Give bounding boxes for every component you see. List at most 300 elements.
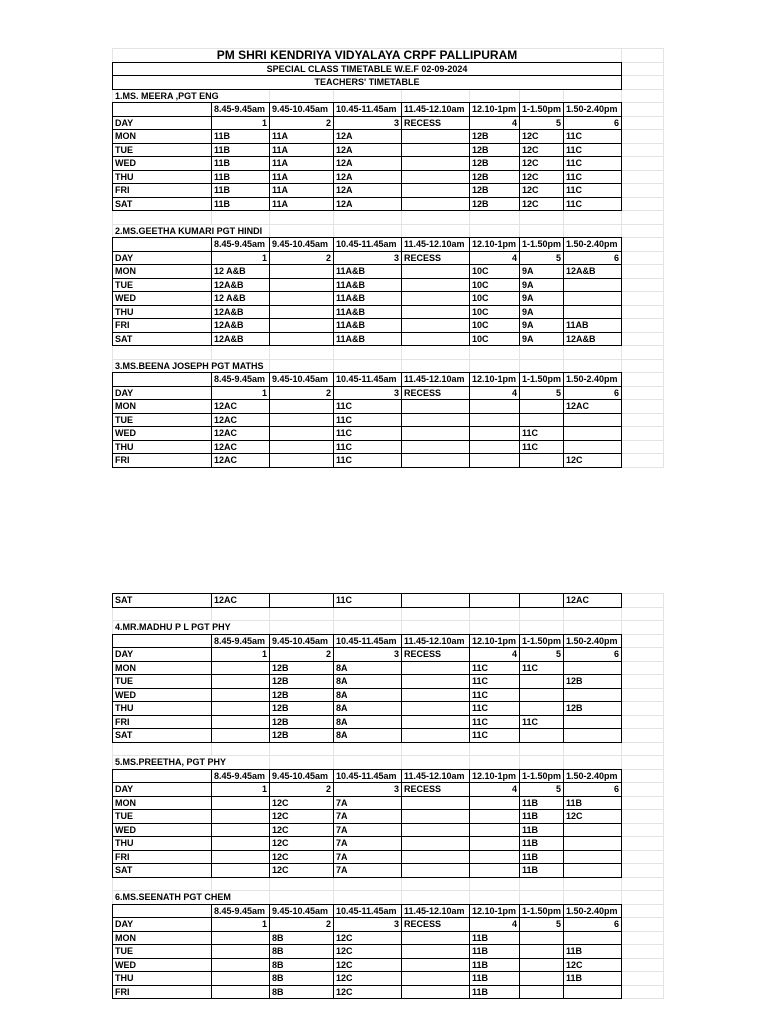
empty-cell: [113, 634, 212, 648]
empty-cell: [402, 850, 470, 864]
class-cell: 8A: [334, 702, 402, 716]
day-name: MON: [113, 265, 212, 279]
class-cell: 12C: [520, 157, 564, 171]
class-cell: 7A: [334, 796, 402, 810]
empty-cell: [622, 769, 664, 783]
period-number: 1: [212, 918, 270, 932]
time-slot-header: 12.10-1pm: [470, 373, 520, 387]
day-name: TUE: [113, 675, 212, 689]
empty-cell: [270, 413, 334, 427]
period-number: 6: [564, 783, 622, 797]
empty-cell: [520, 621, 564, 635]
day-name: SAT: [113, 197, 212, 211]
empty-cell: [270, 877, 334, 891]
empty-cell: [622, 427, 664, 441]
day-name: THU: [113, 972, 212, 986]
teacher-name: 1.MS. MEERA ,PGT ENG: [113, 89, 270, 103]
empty-cell: [520, 413, 564, 427]
empty-cell: [622, 891, 664, 905]
day-row: [113, 454, 664, 468]
class-cell: 12C: [270, 850, 334, 864]
day-name: MON: [113, 931, 212, 945]
class-cell: 11B: [212, 143, 270, 157]
empty-cell: [402, 945, 470, 959]
recess-label: RECESS: [402, 251, 470, 265]
empty-cell: [622, 143, 664, 157]
class-cell: 12C: [334, 985, 402, 999]
empty-cell: [470, 359, 520, 373]
teacher-name-row: [113, 89, 664, 103]
recess-label: RECESS: [402, 918, 470, 932]
class-cell: 11A: [270, 197, 334, 211]
empty-cell: [622, 157, 664, 171]
period-number: 3: [334, 918, 402, 932]
empty-cell: [564, 837, 622, 851]
time-slot-header: 12.10-1pm: [470, 904, 520, 918]
empty-cell: [564, 413, 622, 427]
class-cell: 12C: [520, 197, 564, 211]
empty-cell: [402, 702, 470, 716]
day-row: [113, 810, 664, 824]
empty-cell: [402, 594, 470, 608]
day-period-row: [113, 648, 664, 662]
class-cell: 12C: [334, 972, 402, 986]
period-number: 3: [334, 386, 402, 400]
class-cell: 11B: [564, 945, 622, 959]
time-slot-header: 12.10-1pm: [470, 238, 520, 252]
class-cell: 11C: [334, 413, 402, 427]
class-cell: 12B: [470, 130, 520, 144]
class-cell: 11B: [212, 197, 270, 211]
class-cell: 11C: [564, 130, 622, 144]
class-cell: 12C: [270, 837, 334, 851]
empty-cell: [564, 621, 622, 635]
empty-cell: [564, 278, 622, 292]
day-name: TUE: [113, 945, 212, 959]
recess-label: RECESS: [402, 648, 470, 662]
period-number: 3: [334, 648, 402, 662]
period-number: 3: [334, 251, 402, 265]
time-slot-header: 9.45-10.45am: [270, 373, 334, 387]
empty-cell: [520, 211, 564, 225]
class-cell: 11A: [270, 143, 334, 157]
empty-cell: [622, 386, 664, 400]
day-row: [113, 440, 664, 454]
class-cell: 11B: [212, 170, 270, 184]
day-row: [113, 197, 664, 211]
class-cell: 11C: [564, 197, 622, 211]
empty-cell: [622, 116, 664, 130]
empty-cell: [270, 278, 334, 292]
empty-cell: [334, 756, 402, 770]
empty-cell: [470, 621, 520, 635]
empty-cell: [564, 877, 622, 891]
empty-cell: [564, 715, 622, 729]
class-cell: 9A: [520, 332, 564, 346]
empty-cell: [564, 211, 622, 225]
empty-cell: [622, 742, 664, 756]
class-cell: 12A: [334, 170, 402, 184]
empty-cell: [622, 607, 664, 621]
teacher-name: 6.MS.SEENATH PGT CHEM: [113, 891, 270, 905]
empty-cell: [564, 224, 622, 238]
empty-cell: [212, 702, 270, 716]
empty-cell: [402, 729, 470, 743]
day-period-row: [113, 783, 664, 797]
class-cell: 11B: [470, 958, 520, 972]
class-cell: 12C: [564, 454, 622, 468]
class-cell: 11C: [334, 594, 402, 608]
empty-cell: [520, 454, 564, 468]
empty-cell: [270, 332, 334, 346]
day-name: SAT: [113, 594, 212, 608]
empty-cell: [270, 400, 334, 414]
class-cell: 12B: [270, 688, 334, 702]
empty-cell: [564, 305, 622, 319]
class-cell: 11A&B: [334, 292, 402, 306]
empty-cell: [402, 89, 470, 103]
class-cell: 8B: [270, 972, 334, 986]
day-label: DAY: [113, 648, 212, 662]
empty-cell: [270, 454, 334, 468]
empty-cell: [402, 810, 470, 824]
class-cell: 12AC: [212, 594, 270, 608]
class-cell: 12A: [334, 157, 402, 171]
day-row: [113, 305, 664, 319]
class-cell: 11AB: [564, 319, 622, 333]
day-name: THU: [113, 305, 212, 319]
empty-cell: [622, 675, 664, 689]
recess-label: RECESS: [402, 783, 470, 797]
day-period-row: [113, 251, 664, 265]
subtitle-row: [113, 62, 664, 76]
time-slot-header: 11.45-12.10am: [402, 373, 470, 387]
teacher-name-row: [113, 756, 664, 770]
day-name: THU: [113, 170, 212, 184]
empty-cell: [470, 454, 520, 468]
empty-cell: [334, 211, 402, 225]
empty-cell: [402, 143, 470, 157]
teacher-name-row: [113, 224, 664, 238]
class-cell: 11A&B: [334, 305, 402, 319]
empty-cell: [520, 702, 564, 716]
empty-cell: [564, 346, 622, 360]
class-cell: 11B: [470, 945, 520, 959]
period-number: 1: [212, 783, 270, 797]
class-cell: 12C: [520, 143, 564, 157]
empty-cell: [622, 400, 664, 414]
class-cell: 12AC: [564, 594, 622, 608]
day-name: SAT: [113, 332, 212, 346]
day-name: SAT: [113, 864, 212, 878]
period-number: 6: [564, 116, 622, 130]
day-label: DAY: [113, 251, 212, 265]
day-row: [113, 958, 664, 972]
class-cell: 11C: [520, 715, 564, 729]
time-slot-header: 11.45-12.10am: [402, 103, 470, 117]
empty-cell: [520, 891, 564, 905]
empty-cell: [212, 837, 270, 851]
empty-cell: [520, 756, 564, 770]
day-name: FRI: [113, 715, 212, 729]
class-cell: 12B: [270, 661, 334, 675]
empty-cell: [622, 783, 664, 797]
day-name: TUE: [113, 413, 212, 427]
empty-cell: [622, 661, 664, 675]
empty-cell: [212, 850, 270, 864]
time-slot-header: 1.50-2.40pm: [564, 904, 622, 918]
timetable-subtitle: SPECIAL CLASS TIMETABLE W.E.F 02-09-2024: [113, 62, 622, 76]
empty-cell: [270, 305, 334, 319]
day-row: [113, 413, 664, 427]
recess-label: RECESS: [402, 386, 470, 400]
class-cell: 11C: [334, 440, 402, 454]
blank-row: [113, 211, 664, 225]
empty-cell: [212, 346, 270, 360]
empty-cell: [622, 332, 664, 346]
empty-cell: [622, 729, 664, 743]
timetable-page-2: [112, 593, 664, 999]
day-name: TUE: [113, 278, 212, 292]
empty-cell: [622, 373, 664, 387]
class-cell: 11C: [470, 675, 520, 689]
class-cell: 12B: [270, 729, 334, 743]
class-cell: 8B: [270, 985, 334, 999]
empty-cell: [622, 688, 664, 702]
class-cell: 12B: [470, 170, 520, 184]
empty-cell: [520, 985, 564, 999]
class-cell: 11B: [470, 931, 520, 945]
class-cell: 11B: [212, 130, 270, 144]
empty-cell: [270, 742, 334, 756]
day-row: [113, 332, 664, 346]
empty-cell: [212, 796, 270, 810]
empty-cell: [270, 427, 334, 441]
class-cell: 7A: [334, 823, 402, 837]
empty-cell: [520, 729, 564, 743]
empty-cell: [564, 292, 622, 306]
class-cell: 12B: [270, 715, 334, 729]
day-label: DAY: [113, 386, 212, 400]
day-row: [113, 594, 664, 608]
empty-cell: [402, 931, 470, 945]
day-name: WED: [113, 823, 212, 837]
day-row: [113, 972, 664, 986]
empty-cell: [622, 702, 664, 716]
empty-cell: [622, 837, 664, 851]
class-cell: 8B: [270, 931, 334, 945]
time-slot-header: 10.45-11.45am: [334, 634, 402, 648]
time-slot-header: 1-1.50pm: [520, 904, 564, 918]
empty-cell: [270, 891, 334, 905]
time-slot-header: 10.45-11.45am: [334, 769, 402, 783]
class-cell: 8B: [270, 945, 334, 959]
class-cell: 11B: [520, 796, 564, 810]
day-name: WED: [113, 427, 212, 441]
empty-cell: [212, 715, 270, 729]
time-slot-header: 1.50-2.40pm: [564, 103, 622, 117]
time-slot-header: 11.45-12.10am: [402, 238, 470, 252]
period-number: 5: [520, 386, 564, 400]
teacher-name: 5.MS.PREETHA, PGT PHY: [113, 756, 270, 770]
time-slot-header: 12.10-1pm: [470, 769, 520, 783]
empty-cell: [622, 648, 664, 662]
day-name: MON: [113, 661, 212, 675]
empty-cell: [402, 877, 470, 891]
period-number: 1: [212, 648, 270, 662]
empty-cell: [470, 400, 520, 414]
day-name: MON: [113, 400, 212, 414]
period-number: 4: [470, 918, 520, 932]
class-cell: 11B: [564, 972, 622, 986]
class-cell: 12B: [470, 157, 520, 171]
empty-cell: [622, 62, 664, 76]
class-cell: 8A: [334, 661, 402, 675]
empty-cell: [470, 891, 520, 905]
empty-cell: [334, 359, 402, 373]
empty-cell: [113, 238, 212, 252]
empty-cell: [564, 985, 622, 999]
school-title: PM SHRI KENDRIYA VIDYALAYA CRPF PALLIPURAM: [113, 49, 622, 63]
class-cell: 12B: [564, 675, 622, 689]
time-slot-header: 1.50-2.40pm: [564, 769, 622, 783]
day-row: [113, 796, 664, 810]
empty-cell: [113, 904, 212, 918]
class-cell: 12AC: [212, 454, 270, 468]
day-name: FRI: [113, 850, 212, 864]
teacher-name-row: [113, 621, 664, 635]
day-row: [113, 130, 664, 144]
day-row: [113, 170, 664, 184]
teacher-name: 3.MS.BEENA JOSEPH PGT MATHS: [113, 359, 270, 373]
class-cell: 11C: [564, 170, 622, 184]
period-number: 5: [520, 116, 564, 130]
day-row: [113, 143, 664, 157]
period-number: 6: [564, 251, 622, 265]
blank-row: [113, 877, 664, 891]
class-cell: 9A: [520, 319, 564, 333]
empty-cell: [402, 359, 470, 373]
class-cell: 12C: [334, 958, 402, 972]
class-cell: 12C: [270, 864, 334, 878]
day-name: FRI: [113, 184, 212, 198]
class-cell: 7A: [334, 864, 402, 878]
empty-cell: [212, 864, 270, 878]
class-cell: 11C: [520, 440, 564, 454]
class-cell: 11C: [470, 688, 520, 702]
empty-cell: [113, 373, 212, 387]
empty-cell: [113, 769, 212, 783]
empty-cell: [402, 157, 470, 171]
class-cell: 11B: [520, 850, 564, 864]
class-cell: 12C: [270, 823, 334, 837]
empty-cell: [270, 756, 334, 770]
time-slot-header: 9.45-10.45am: [270, 904, 334, 918]
time-slot-header: 9.45-10.45am: [270, 634, 334, 648]
empty-cell: [520, 877, 564, 891]
day-period-row: [113, 116, 664, 130]
day-row: [113, 688, 664, 702]
empty-cell: [622, 346, 664, 360]
empty-cell: [270, 265, 334, 279]
empty-cell: [564, 359, 622, 373]
day-name: FRI: [113, 454, 212, 468]
empty-cell: [470, 427, 520, 441]
day-name: FRI: [113, 319, 212, 333]
empty-cell: [622, 238, 664, 252]
day-name: WED: [113, 958, 212, 972]
class-cell: 11C: [470, 661, 520, 675]
class-cell: 9A: [520, 305, 564, 319]
empty-cell: [113, 346, 212, 360]
recess-label: RECESS: [402, 116, 470, 130]
empty-cell: [622, 413, 664, 427]
day-name: MON: [113, 130, 212, 144]
empty-cell: [564, 931, 622, 945]
day-row: [113, 265, 664, 279]
time-slot-header: 8.45-9.45am: [212, 904, 270, 918]
class-cell: 11B: [212, 157, 270, 171]
time-slot-header: 11.45-12.10am: [402, 904, 470, 918]
day-row: [113, 427, 664, 441]
empty-cell: [564, 440, 622, 454]
empty-cell: [212, 985, 270, 999]
class-cell: 10C: [470, 292, 520, 306]
class-cell: 7A: [334, 850, 402, 864]
empty-cell: [520, 675, 564, 689]
class-cell: 8A: [334, 715, 402, 729]
empty-cell: [212, 661, 270, 675]
empty-cell: [402, 688, 470, 702]
empty-cell: [470, 607, 520, 621]
class-cell: 10C: [470, 332, 520, 346]
class-cell: 12C: [520, 130, 564, 144]
empty-cell: [470, 742, 520, 756]
class-cell: 7A: [334, 810, 402, 824]
empty-cell: [270, 440, 334, 454]
day-name: WED: [113, 292, 212, 306]
day-row: [113, 931, 664, 945]
empty-cell: [113, 103, 212, 117]
period-number: 6: [564, 918, 622, 932]
empty-cell: [402, 278, 470, 292]
empty-cell: [622, 359, 664, 373]
blank-row: [113, 742, 664, 756]
empty-cell: [564, 729, 622, 743]
day-name: THU: [113, 440, 212, 454]
class-cell: 11B: [212, 184, 270, 198]
page-2: [0, 593, 768, 999]
time-slot-header: 9.45-10.45am: [270, 103, 334, 117]
day-name: WED: [113, 688, 212, 702]
class-cell: 11A&B: [334, 278, 402, 292]
empty-cell: [470, 823, 520, 837]
class-cell: 10C: [470, 278, 520, 292]
class-cell: 12A: [334, 130, 402, 144]
class-cell: 12C: [270, 796, 334, 810]
class-cell: 9A: [520, 292, 564, 306]
time-slot-header: 1-1.50pm: [520, 769, 564, 783]
empty-cell: [520, 400, 564, 414]
empty-cell: [622, 972, 664, 986]
empty-cell: [402, 607, 470, 621]
time-slot-header: 9.45-10.45am: [270, 238, 334, 252]
empty-cell: [622, 796, 664, 810]
day-row: [113, 823, 664, 837]
empty-cell: [270, 346, 334, 360]
class-cell: 12A&B: [212, 305, 270, 319]
empty-cell: [622, 76, 664, 90]
